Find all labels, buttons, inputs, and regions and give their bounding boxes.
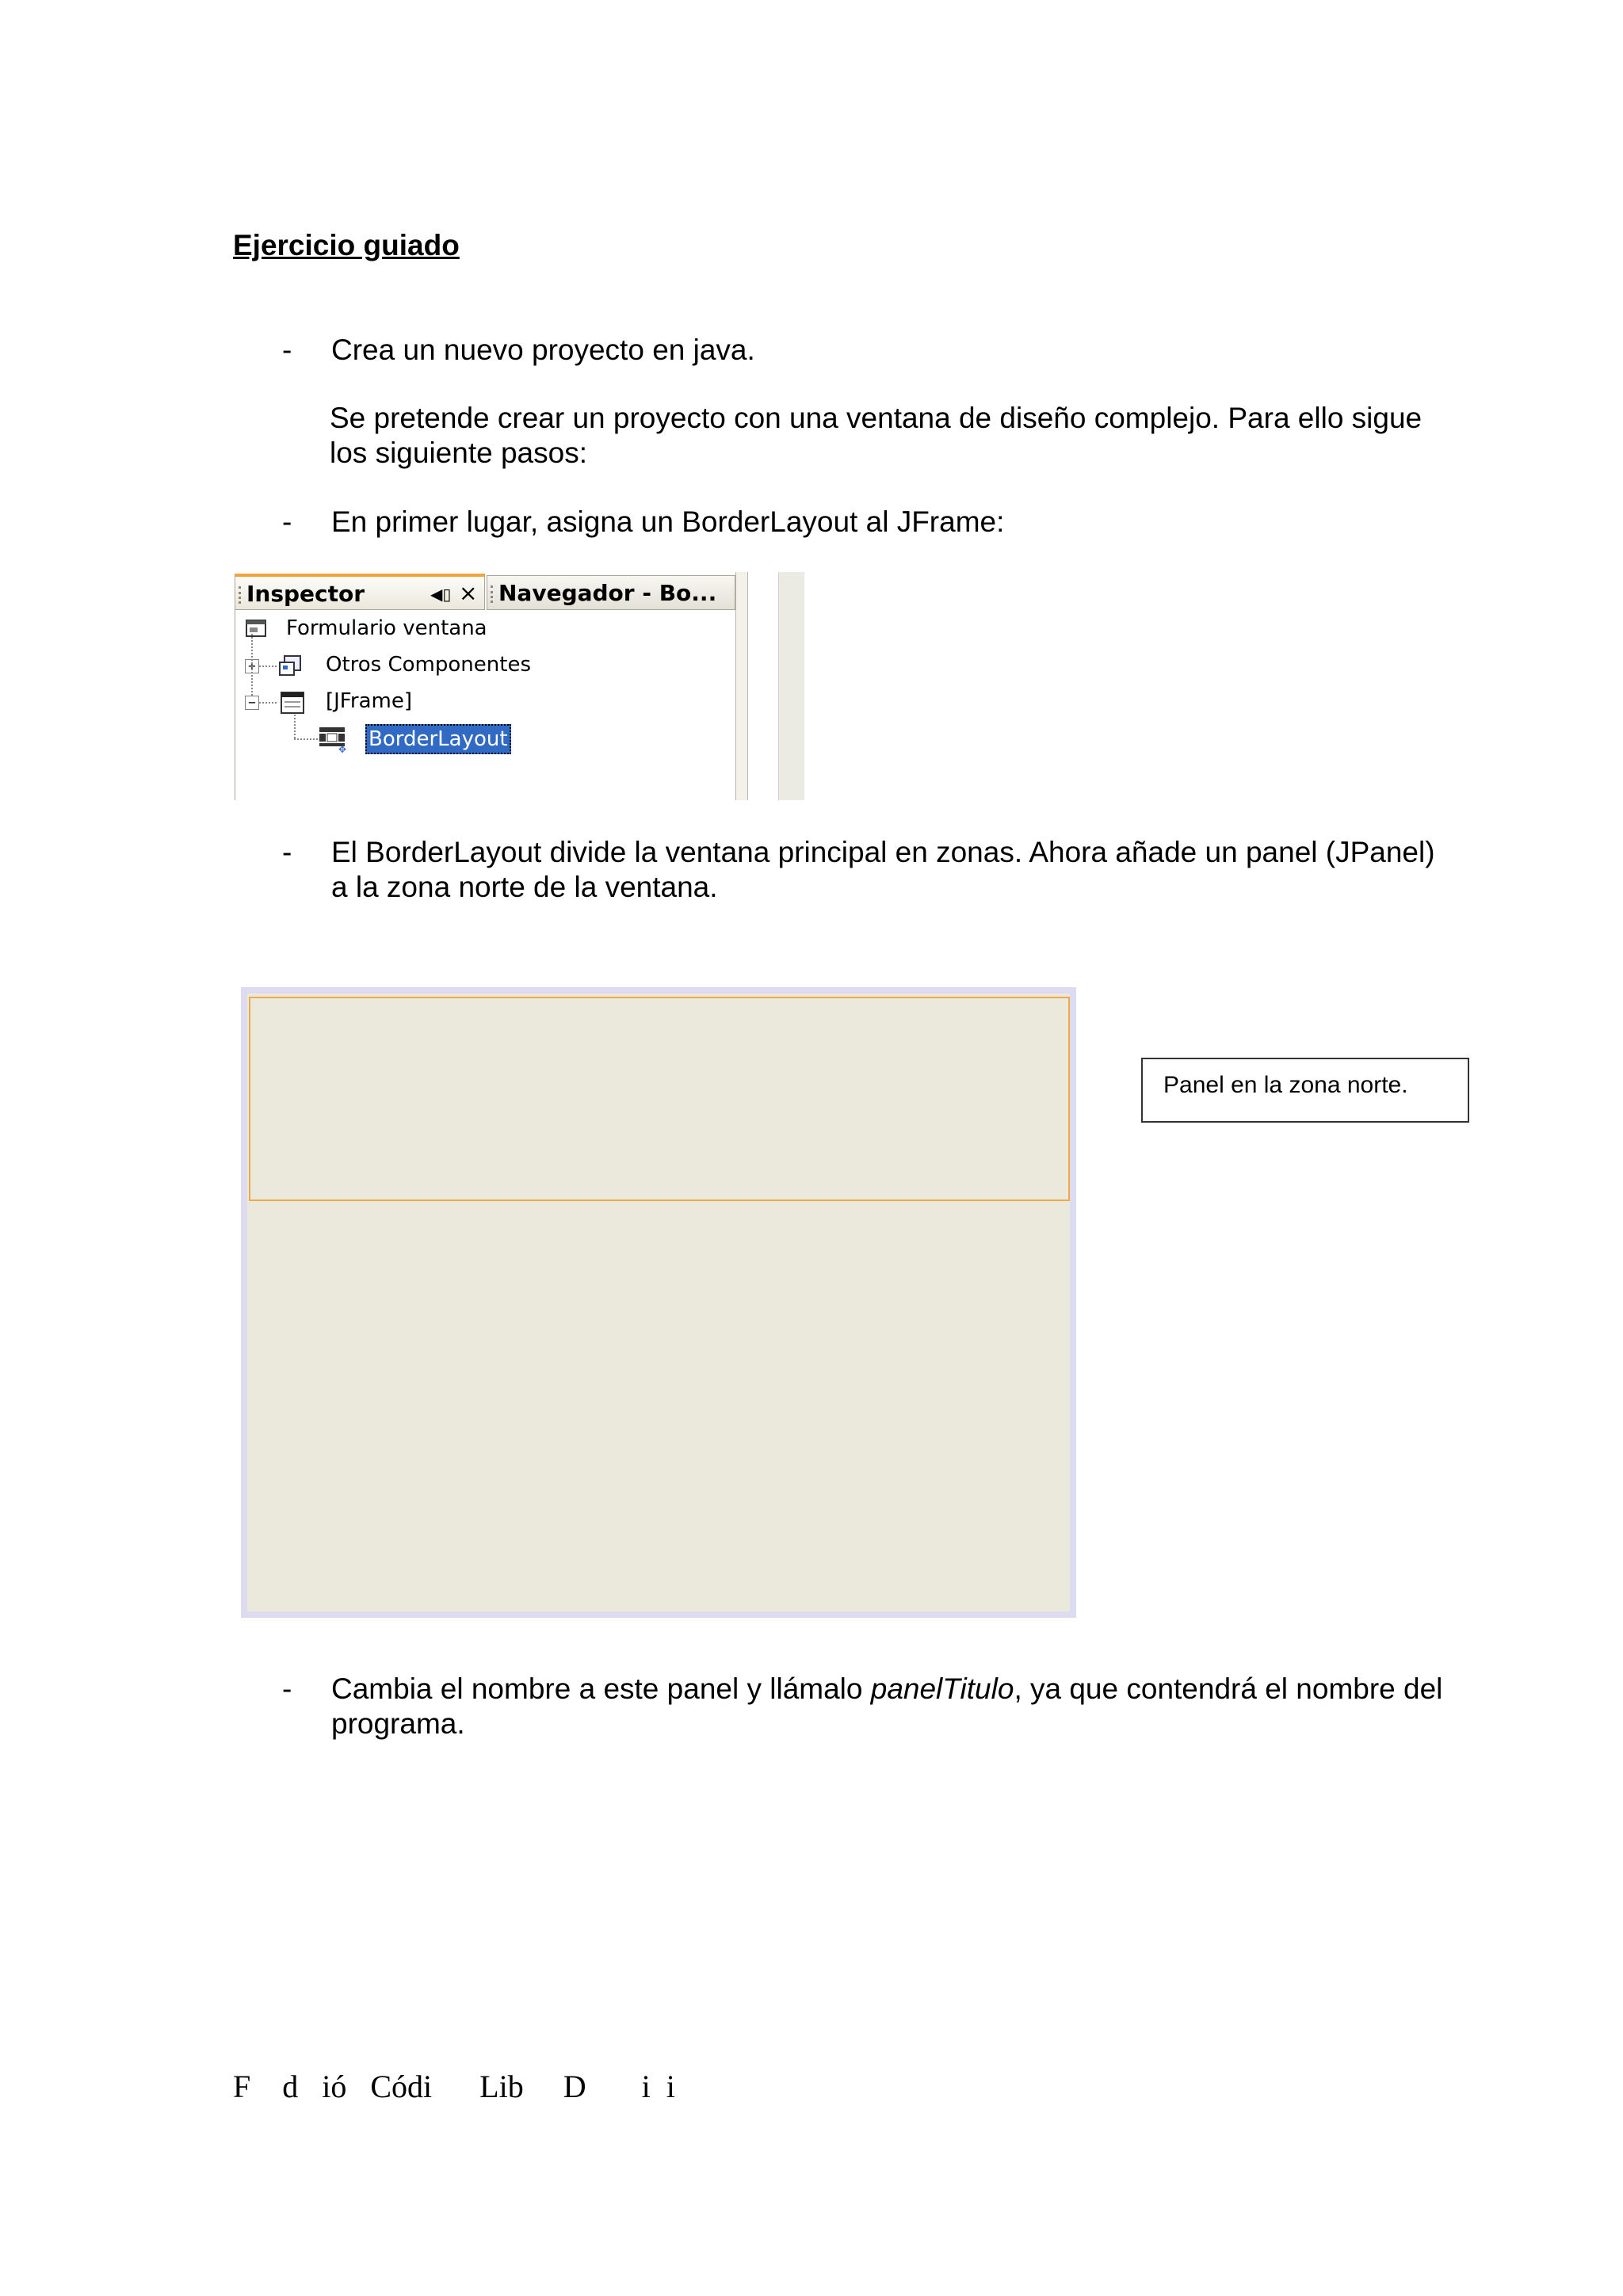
expand-plus-icon[interactable]: + <box>245 659 259 673</box>
step-rename-text-a: Cambia el nombre a este panel y llámalo <box>331 1672 871 1705</box>
tab-inspector[interactable] <box>235 574 485 610</box>
step-assign-borderlayout: En primer lugar, asigna un BorderLayout al JFrame: <box>331 505 1005 538</box>
inspector-scrollbar[interactable] <box>735 572 748 800</box>
tree-connector <box>259 666 277 667</box>
close-icon[interactable]: × <box>459 580 478 606</box>
side-strip <box>778 572 804 800</box>
tab-grip <box>491 585 495 603</box>
bullet-dash: - <box>282 1672 292 1705</box>
tree-item-other-components[interactable]: Otros Componentes <box>326 653 531 677</box>
tree-item-form[interactable]: Formulario ventana <box>286 616 487 640</box>
svg-text:✥: ✥ <box>338 744 347 753</box>
jframe-content-area[interactable] <box>247 994 1070 1611</box>
tab-grip <box>239 586 243 604</box>
tree-item-jframe[interactable]: [JFrame] <box>326 689 412 713</box>
page-footer: F d ió Códi Lib D i i <box>233 2069 675 2104</box>
tree-connector <box>251 634 253 696</box>
tree-connector <box>259 702 277 704</box>
collapse-minus-icon[interactable]: − <box>245 696 259 710</box>
panel-name-italic: panelTitulo <box>870 1672 1014 1705</box>
bullet-dash: - <box>282 836 292 868</box>
north-panel-callout <box>1141 1058 1469 1123</box>
north-panel[interactable] <box>249 997 1070 1201</box>
step-rename-panel-line-2: programa. <box>331 1707 465 1740</box>
intro-line-1: Se pretende crear un proyecto con una ventana de diseño complejo. Para ello sigue <box>330 402 1423 434</box>
callout-text: Panel en la zona norte. <box>1163 1072 1408 1098</box>
borderlayout-icon <box>318 726 347 753</box>
tab-navegador-label: Navegador - Bo... <box>498 580 717 606</box>
exercise-heading: Ejercicio guiado <box>233 229 460 261</box>
inspector-screenshot <box>235 572 804 800</box>
bullet-dash: - <box>282 505 292 538</box>
tree-item-borderlayout[interactable]: BorderLayout <box>365 724 511 754</box>
step-add-panel-line-1: El BorderLayout divide la ventana principal en zonas. Ahora añade un panel (JPanel) <box>331 836 1435 868</box>
jframe-icon <box>280 691 302 711</box>
pin-icon[interactable]: ◀▯ <box>430 585 452 604</box>
bullet-dash: - <box>282 334 292 366</box>
tab-inspector-label: Inspector <box>246 581 365 607</box>
step-add-panel-line-2: a la zona norte de la ventana. <box>331 871 718 903</box>
step-create-project: Crea un nuevo proyecto en java. <box>331 334 755 366</box>
design-form-screenshot <box>241 987 1076 1618</box>
component-tree <box>235 610 735 800</box>
form-icon <box>245 618 267 639</box>
intro-line-2: los siguiente pasos: <box>330 437 587 469</box>
tree-connector <box>294 715 296 738</box>
tree-connector <box>294 738 318 740</box>
tab-navegador[interactable] <box>487 575 735 610</box>
components-icon <box>278 654 300 675</box>
step-rename-text-b: , ya que contendrá el nombre del <box>1014 1672 1443 1705</box>
step-rename-panel-line-1 <box>331 1672 1442 1707</box>
